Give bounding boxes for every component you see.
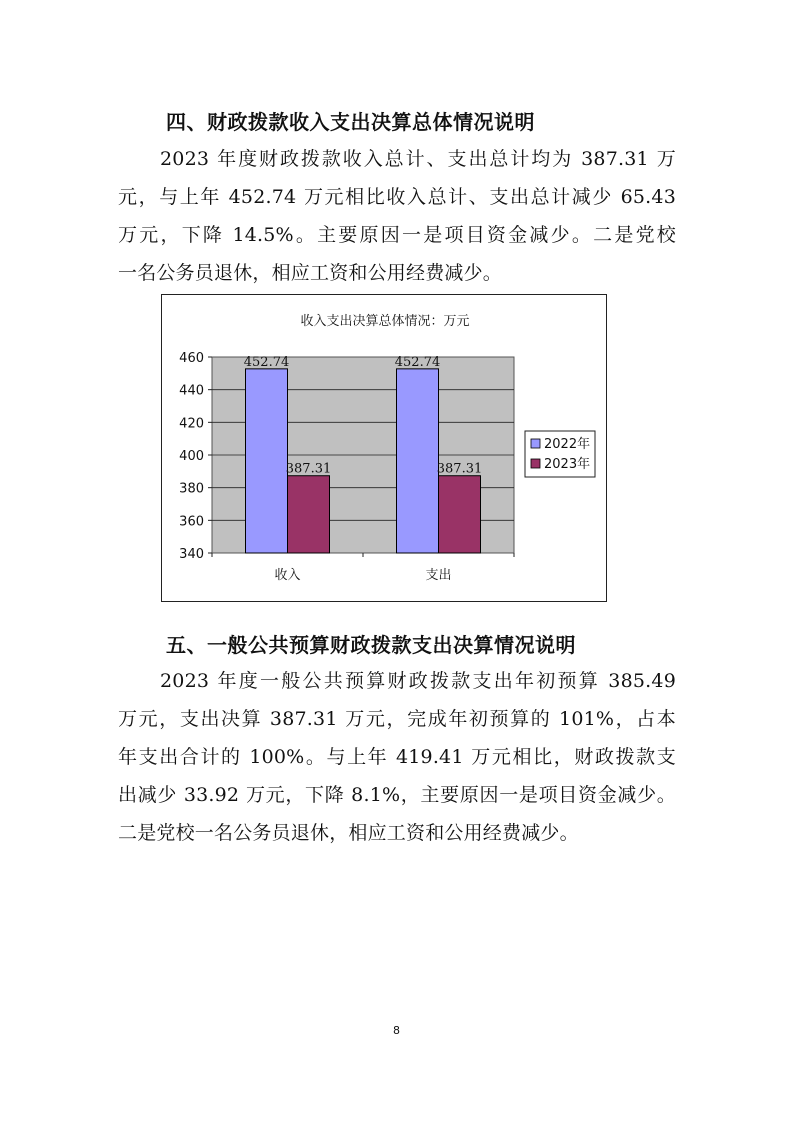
section5-heading: 五、一般公共预算财政拨款支出决算情况说明 (166, 633, 576, 657)
data-label: 387.31 (436, 461, 483, 477)
legend-swatch (531, 459, 540, 468)
section4-heading: 四、财政拨款收入支出决算总体情况说明 (166, 110, 535, 134)
legend-label: 2022年 (544, 437, 591, 452)
page-number: 8 (393, 1024, 400, 1037)
paragraph-line: 年支出合计的 100%。与上年 419.41 万元相比，财政拨款支 (118, 746, 676, 768)
legend-swatch (531, 439, 540, 448)
legend-label: 2023年 (544, 457, 591, 472)
paragraph-line: 出减少 33.92 万元，下降 8.1%，主要原因一是项目资金减少。 (118, 784, 676, 806)
section4-paragraph (118, 140, 676, 292)
chart-canvas (162, 295, 606, 601)
paragraph-line: 万元，支出决算 387.31 万元，完成年初预算的 101%，占本 (118, 708, 676, 730)
data-label: 387.31 (285, 461, 332, 477)
paragraph-line: 万元，下降 14.5%。主要原因一是项目资金减少。二是党校 (118, 224, 676, 246)
bar-2022年-收入 (246, 369, 288, 553)
chart-title: 收入支出决算总体情况：万元 (300, 314, 470, 329)
bar-2023年-支出 (439, 476, 481, 553)
paragraph-line: 2023 年度财政拨款收入总计、支出总计均为 387.31 万 (160, 148, 676, 170)
bar-2022年-支出 (397, 369, 439, 553)
paragraph-line: 2023 年度一般公共预算财政拨款支出年初预算 385.49 (160, 670, 676, 692)
y-tick-label: 340 (179, 547, 204, 562)
y-tick-label: 460 (179, 351, 204, 366)
y-tick-label: 420 (179, 416, 204, 432)
section5-paragraph (118, 662, 676, 852)
data-label: 452.74 (394, 354, 441, 370)
y-tick-label: 440 (179, 383, 204, 399)
x-category-label: 支出 (425, 568, 452, 583)
x-category-label: 收入 (274, 568, 301, 583)
y-tick-label: 360 (179, 514, 204, 530)
y-tick-label: 380 (179, 481, 204, 497)
y-tick-label: 400 (179, 449, 204, 464)
paragraph-line: 二是党校一名公务员退休，相应工资和公用经费减少。 (118, 822, 579, 844)
bar-2023年-收入 (288, 476, 330, 553)
revenue-expenditure-chart (161, 294, 607, 602)
paragraph-line: 元，与上年 452.74 万元相比收入总计、支出总计减少 65.43 (118, 186, 676, 208)
data-label: 452.74 (243, 354, 290, 370)
paragraph-line: 一名公务员退休，相应工资和公用经费减少。 (118, 262, 503, 284)
